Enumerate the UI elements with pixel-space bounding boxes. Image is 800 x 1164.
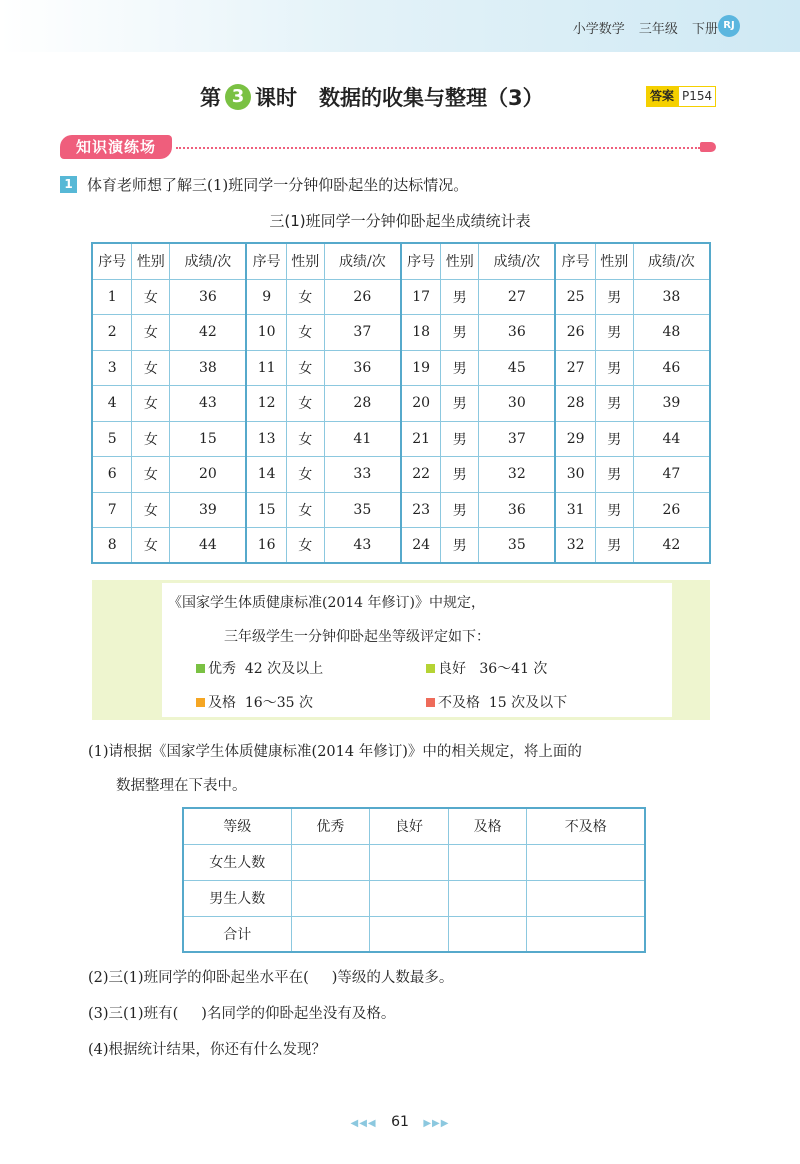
seat-number-cell: 14 [246,457,286,493]
column-header: 性别 [286,243,324,279]
score-cell: 15 [170,421,247,457]
score-cell: 35 [324,492,401,528]
seat-number-cell: 19 [401,350,441,386]
gender-cell: 女 [132,421,170,457]
gender-cell: 男 [595,492,633,528]
seat-number-cell: 9 [246,279,286,315]
seat-number-cell: 4 [92,386,132,422]
table-row [92,315,710,351]
gender-cell: 男 [595,457,633,493]
gender-cell: 男 [595,350,633,386]
seat-number-cell: 8 [92,528,132,564]
gender-cell: 男 [441,279,479,315]
seat-number-cell: 11 [246,350,286,386]
score-cell: 39 [633,386,710,422]
standard-line-2: 三年级学生一分钟仰卧起坐等级评定如下： [224,629,490,645]
seat-number-cell: 18 [401,315,441,351]
seat-number-cell: 29 [555,421,595,457]
column-header: 序号 [246,243,286,279]
gender-cell: 男 [595,315,633,351]
sub-question-2: (2)三(1)班同学的仰卧起坐水平在( )等级的人数最多。 [88,970,454,986]
score-table-header [92,243,710,279]
seat-number-cell: 22 [401,457,441,493]
gender-cell: 男 [441,315,479,351]
score-cell: 45 [479,350,556,386]
score-cell: 27 [479,279,556,315]
seat-number-cell: 17 [401,279,441,315]
score-cell: 46 [633,350,710,386]
answer-cell[interactable] [291,880,370,916]
gender-cell: 男 [441,350,479,386]
seat-number-cell: 15 [246,492,286,528]
question-1 [60,174,468,195]
score-cell: 42 [170,315,247,351]
score-cell: 33 [324,457,401,493]
seat-number-cell: 16 [246,528,286,564]
edition-badge: RJ [718,15,740,37]
table-row [92,528,710,564]
grade-range: 42 次及以上 [236,661,324,677]
score-cell: 36 [479,315,556,351]
column-header: 性别 [441,243,479,279]
column-header: 序号 [555,243,595,279]
gender-cell: 男 [441,421,479,457]
answer-label: 答案 [646,86,678,107]
section-divider [176,147,700,149]
score-cell: 28 [324,386,401,422]
answer-page: P154 [678,86,716,107]
answer-cell[interactable] [291,916,370,952]
gender-cell: 男 [441,492,479,528]
grade-label: 良好 [438,661,466,677]
answer-reference [646,86,716,107]
table-row [183,916,645,952]
grade-excellent [196,658,323,678]
fail-marker [426,698,435,707]
table-row [92,350,710,386]
seat-number-cell: 2 [92,315,132,351]
grade-pass [196,692,313,712]
seat-number-cell: 5 [92,421,132,457]
gender-cell: 男 [595,386,633,422]
table-row [92,457,710,493]
answer-cell[interactable] [448,844,527,880]
column-header: 性别 [132,243,170,279]
seat-number-cell: 13 [246,421,286,457]
gender-cell: 女 [286,350,324,386]
column-header: 性别 [595,243,633,279]
gender-cell: 男 [595,279,633,315]
grade-good [426,658,547,678]
score-cell: 38 [633,279,710,315]
grade-label: 不及格 [438,695,480,711]
grade-label: 及格 [208,695,236,711]
sub-question-1-line-1: (1)请根据《国家学生体质健康标准(2014 年修订)》中的相关规定，将上面的 [88,744,582,760]
seat-number-cell: 25 [555,279,595,315]
good-marker [426,664,435,673]
sub-question-4: (4)根据统计结果，你还有什么发现？ [88,1042,327,1058]
grade-range: 15 次及以下 [480,695,568,711]
score-cell: 20 [170,457,247,493]
gender-cell: 女 [286,492,324,528]
gender-cell: 女 [132,350,170,386]
score-cell: 36 [479,492,556,528]
page-footer [0,1114,800,1130]
column-header: 成绩/次 [633,243,710,279]
gender-cell: 女 [286,528,324,564]
seat-number-cell: 7 [92,492,132,528]
table-row [183,880,645,916]
seat-number-cell: 27 [555,350,595,386]
seat-number-cell: 10 [246,315,286,351]
fail-header: 不及格 [527,808,645,844]
standard-line-1: 《国家学生体质健康标准(2014 年修订)》中规定， [168,595,486,611]
seat-number-cell: 26 [555,315,595,351]
seat-number-cell: 30 [555,457,595,493]
table-row [183,844,645,880]
page-number: 61 [391,1114,409,1130]
gender-cell: 女 [286,279,324,315]
seat-number-cell: 28 [555,386,595,422]
sub-question-3: (3)三(1)班有( )名同学的仰卧起坐没有及格。 [88,1006,396,1022]
excellent-marker [196,664,205,673]
table-caption: 三(1)班同学一分钟仰卧起坐成绩统计表 [269,212,531,230]
gender-cell: 女 [132,528,170,564]
score-cell: 42 [633,528,710,564]
gender-cell: 男 [441,386,479,422]
column-header: 成绩/次 [170,243,247,279]
seat-number-cell: 20 [401,386,441,422]
seat-number-cell: 1 [92,279,132,315]
grade-label: 优秀 [208,661,236,677]
gender-cell: 女 [132,457,170,493]
sub-question-1-line-2: 数据整理在下表中。 [116,778,247,794]
score-cell: 44 [170,528,247,564]
score-cell: 32 [479,457,556,493]
table-row [92,386,710,422]
gender-cell: 男 [595,421,633,457]
answer-cell[interactable] [370,916,449,952]
score-cell: 35 [479,528,556,564]
grade-count-table [182,807,646,953]
score-cell: 30 [479,386,556,422]
score-cell: 26 [633,492,710,528]
book-info: 小学数学 三年级 下册 [572,22,718,37]
lesson-number-badge: 3 [225,84,251,110]
grade-fail [426,692,567,712]
question-number: 1 [60,176,77,193]
seat-number-cell: 12 [246,386,286,422]
gender-cell: 女 [132,315,170,351]
score-cell: 39 [170,492,247,528]
lesson-title [200,82,544,112]
question-1-text: 体育老师想了解三(1)班同学一分钟仰卧起坐的达标情况。 [87,176,469,194]
good-header: 良好 [370,808,449,844]
pass-marker [196,698,205,707]
gender-cell: 女 [132,386,170,422]
gender-cell: 男 [441,528,479,564]
answer-cell[interactable] [370,880,449,916]
row-label: 男生人数 [183,880,291,916]
gender-cell: 男 [595,528,633,564]
table-row [92,492,710,528]
answer-cell[interactable] [370,844,449,880]
row-label: 女生人数 [183,844,291,880]
seat-number-cell: 21 [401,421,441,457]
seat-number-cell: 24 [401,528,441,564]
excellent-header: 优秀 [291,808,370,844]
title-prefix: 第 [200,86,221,110]
column-header: 序号 [92,243,132,279]
seat-number-cell: 3 [92,350,132,386]
next-arrows-icon: ▶▶▶ [423,1118,450,1129]
gender-cell: 女 [286,386,324,422]
gender-cell: 女 [132,279,170,315]
column-header: 成绩/次 [324,243,401,279]
table-row [92,279,710,315]
answer-cell[interactable] [527,916,645,952]
prev-arrows-icon: ◀◀◀ [350,1118,377,1129]
row-label: 合计 [183,916,291,952]
grade-header: 等级 [183,808,291,844]
grade-range: 36～41 次 [466,661,548,677]
score-cell: 37 [324,315,401,351]
score-cell: 36 [324,350,401,386]
gender-cell: 女 [286,421,324,457]
score-cell: 43 [324,528,401,564]
answer-cell[interactable] [448,880,527,916]
score-table [91,242,711,564]
score-cell: 38 [170,350,247,386]
pass-header: 及格 [448,808,527,844]
seat-number-cell: 23 [401,492,441,528]
grade-table-header [183,808,645,844]
seat-number-cell: 6 [92,457,132,493]
grade-range: 16～35 次 [236,695,313,711]
gender-cell: 女 [286,457,324,493]
score-cell: 41 [324,421,401,457]
seat-number-cell: 32 [555,528,595,564]
gender-cell: 男 [441,457,479,493]
score-cell: 47 [633,457,710,493]
pencil-icon [700,142,716,152]
table-row [92,421,710,457]
score-cell: 48 [633,315,710,351]
column-header: 序号 [401,243,441,279]
score-cell: 37 [479,421,556,457]
gender-cell: 女 [286,315,324,351]
score-cell: 43 [170,386,247,422]
answer-cell[interactable] [448,916,527,952]
title-topic: 数据的收集与整理（3） [319,86,544,110]
seat-number-cell: 31 [555,492,595,528]
title-lesson: 课时 [255,86,297,110]
score-cell: 44 [633,421,710,457]
section-tag: 知识演练场 [60,135,172,159]
gender-cell: 女 [132,492,170,528]
answer-cell[interactable] [527,880,645,916]
score-cell: 26 [324,279,401,315]
answer-cell[interactable] [527,844,645,880]
score-cell: 36 [170,279,247,315]
column-header: 成绩/次 [479,243,556,279]
answer-cell[interactable] [291,844,370,880]
